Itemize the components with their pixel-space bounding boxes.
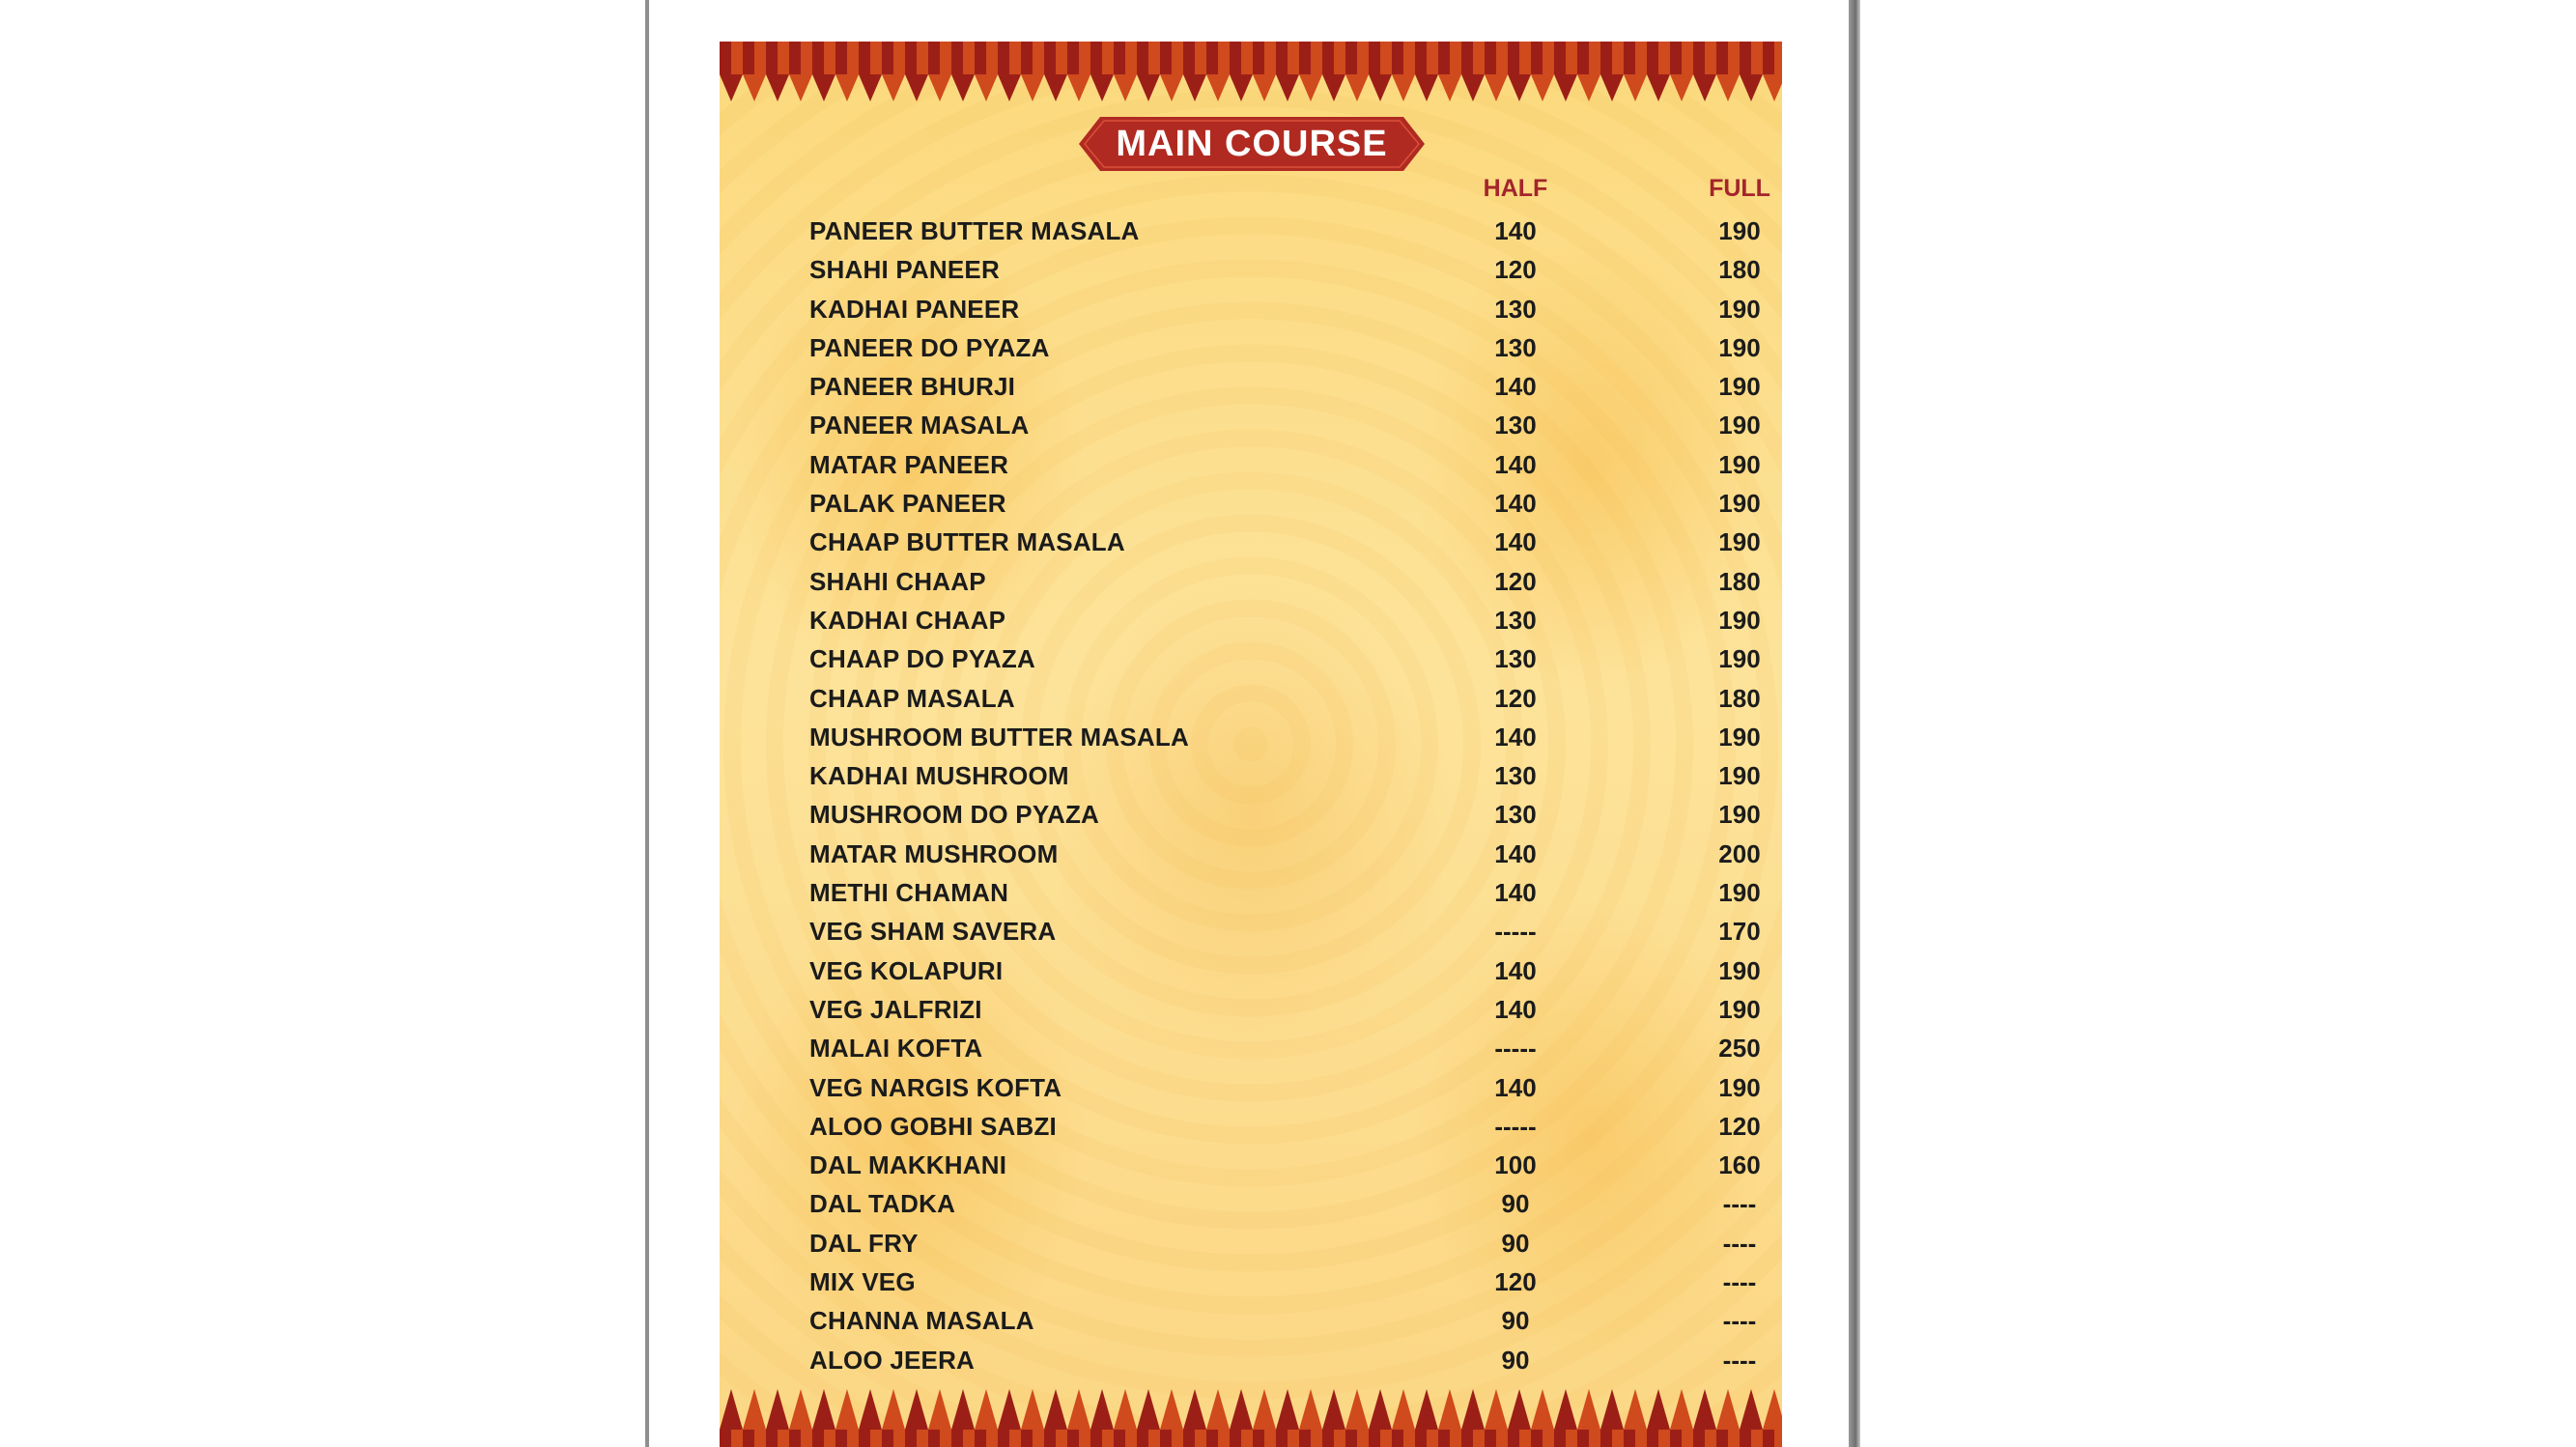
menu-item-name: KADHAI CHAAP — [809, 605, 1006, 635]
menu-item-name: MALAI KOFTA — [809, 1034, 983, 1064]
menu-item-price-full: 190 — [1718, 411, 1761, 440]
menu-item-price-full: 190 — [1718, 800, 1761, 830]
menu-item-price-full: 200 — [1718, 838, 1761, 868]
menu-item-price-half: ----- — [1494, 917, 1537, 947]
menu-item-price-full: ---- — [1722, 1345, 1757, 1375]
menu-item-row — [809, 601, 1761, 639]
menu-item-price-full: 190 — [1718, 216, 1761, 245]
menu-item-price-full: 170 — [1718, 917, 1761, 947]
menu-item-price-full: 190 — [1718, 955, 1761, 985]
menu-item-row — [809, 406, 1761, 444]
menu-item-row — [809, 873, 1761, 912]
menu-item-row — [809, 718, 1761, 756]
menu-item-price-half: 140 — [1494, 489, 1537, 519]
menu-item-name: PANEER MASALA — [809, 411, 1030, 440]
menu-item-row — [809, 679, 1761, 718]
menu-item-price-full: 160 — [1718, 1150, 1761, 1180]
menu-item-price-full: 190 — [1718, 294, 1761, 324]
menu-item-name: VEG NARGIS KOFTA — [809, 1072, 1062, 1102]
menu-item-row — [809, 756, 1761, 795]
menu-item-price-half: 90 — [1501, 1228, 1530, 1258]
menu-item-price-full: 180 — [1718, 255, 1761, 285]
menu-item-row — [809, 212, 1761, 250]
menu-item-row — [809, 795, 1761, 834]
menu-item-price-half: 130 — [1494, 332, 1537, 362]
menu-item-name: PANEER BUTTER MASALA — [809, 216, 1140, 245]
menu-item-price-half: 130 — [1494, 605, 1537, 635]
menu-item-price-half: 140 — [1494, 878, 1537, 908]
menu-item-price-half: 120 — [1494, 1267, 1537, 1297]
menu-item-name: CHAAP DO PYAZA — [809, 644, 1035, 674]
menu-item-price-half: 140 — [1494, 527, 1537, 557]
menu-item-row — [809, 912, 1761, 950]
menu-item-price-full: 190 — [1718, 878, 1761, 908]
menu-item-name: DAL MAKKHANI — [809, 1150, 1007, 1180]
menu-item-name: MIX VEG — [809, 1267, 916, 1297]
title-banner — [1079, 117, 1425, 171]
menu-item-price-half: 130 — [1494, 411, 1537, 440]
menu-item-price-full: 190 — [1718, 994, 1761, 1024]
menu-item-row — [809, 639, 1761, 678]
menu-item-price-full: 190 — [1718, 605, 1761, 635]
menu-item-price-half: 90 — [1501, 1306, 1530, 1336]
menu-item-price-half: 130 — [1494, 761, 1537, 791]
menu-item-price-full: 120 — [1718, 1111, 1761, 1141]
menu-item-name: KADHAI MUSHROOM — [809, 761, 1069, 791]
menu-item-name: VEG JALFRIZI — [809, 994, 982, 1024]
menu-item-name: VEG SHAM SAVERA — [809, 917, 1057, 947]
menu-item-price-half: 140 — [1494, 372, 1537, 402]
menu-item-price-half: 120 — [1494, 566, 1537, 596]
page-border-right — [1849, 0, 1860, 1447]
menu-item-name: PALAK PANEER — [809, 489, 1006, 519]
top-zigzag-border — [720, 42, 1782, 101]
menu-item-row — [809, 328, 1761, 367]
menu-item-price-half: 120 — [1494, 255, 1537, 285]
menu-item-price-full: 190 — [1718, 761, 1761, 791]
menu-item-price-full: 190 — [1718, 644, 1761, 674]
menu-item-name: SHAHI CHAAP — [809, 566, 986, 596]
menu-item-row — [809, 951, 1761, 990]
menu-item-name: PANEER DO PYAZA — [809, 332, 1050, 362]
menu-item-price-half: 140 — [1494, 838, 1537, 868]
menu-item-name: MUSHROOM BUTTER MASALA — [809, 722, 1189, 752]
menu-item-name: DAL FRY — [809, 1228, 919, 1258]
menu-item-price-half: 140 — [1494, 955, 1537, 985]
menu-item-row — [809, 445, 1761, 484]
menu-item-name: CHAAP MASALA — [809, 683, 1015, 713]
menu-item-row — [809, 523, 1761, 561]
menu-item-name: MATAR PANEER — [809, 449, 1009, 479]
menu-item-row — [809, 290, 1761, 328]
menu-item-row — [809, 1146, 1761, 1184]
menu-item-price-full: 250 — [1718, 1034, 1761, 1064]
menu-item-row — [809, 1107, 1761, 1146]
menu-item-name: MUSHROOM DO PYAZA — [809, 800, 1100, 830]
menu-item-row — [809, 1224, 1756, 1263]
menu-item-price-full: 190 — [1718, 332, 1761, 362]
menu-item-row — [809, 1263, 1756, 1301]
menu-item-price-full: 190 — [1718, 372, 1761, 402]
menu-item-row — [809, 250, 1761, 289]
menu-item-name: SHAHI PANEER — [809, 255, 1000, 285]
menu-item-row — [809, 1341, 1756, 1379]
menu-item-price-half: 140 — [1494, 722, 1537, 752]
menu-item-price-half: 140 — [1494, 994, 1537, 1024]
menu-item-price-half: 140 — [1494, 216, 1537, 245]
menu-item-price-half: ----- — [1494, 1034, 1537, 1064]
menu-item-price-half: 130 — [1494, 294, 1537, 324]
menu-item-price-full: 180 — [1718, 566, 1761, 596]
menu-item-row — [809, 1301, 1756, 1340]
menu-item-price-full: ---- — [1722, 1267, 1757, 1297]
menu-item-price-full: 190 — [1718, 527, 1761, 557]
menu-item-name: CHANNA MASALA — [809, 1306, 1034, 1336]
menu-item-price-half: 90 — [1501, 1345, 1530, 1375]
menu-item-price-half: 130 — [1494, 800, 1537, 830]
menu-item-row — [809, 1068, 1761, 1107]
menu-item-row — [809, 1029, 1761, 1067]
menu-item-row — [809, 367, 1761, 406]
menu-item-name: DAL TADKA — [809, 1189, 956, 1219]
menu-item-row — [809, 484, 1761, 523]
menu-item-price-full: 190 — [1718, 722, 1761, 752]
menu-card — [720, 42, 1782, 1447]
menu-item-name: CHAAP BUTTER MASALA — [809, 527, 1125, 557]
menu-item-name: ALOO GOBHI SABZI — [809, 1111, 1057, 1141]
menu-item-price-full: 190 — [1718, 1072, 1761, 1102]
column-header-full: FULL — [1709, 175, 1770, 202]
menu-item-price-full: ---- — [1722, 1228, 1757, 1258]
bottom-zigzag-border — [720, 1389, 1782, 1447]
menu-item-price-half: 140 — [1494, 1072, 1537, 1102]
menu-item-price-half: 90 — [1501, 1189, 1530, 1219]
menu-item-row — [809, 562, 1761, 601]
menu-item-row — [809, 1184, 1756, 1223]
menu-item-price-full: 190 — [1718, 449, 1761, 479]
menu-title: MAIN COURSE — [1116, 124, 1388, 164]
menu-item-price-half: ----- — [1494, 1111, 1537, 1141]
menu-item-price-full: ---- — [1722, 1189, 1757, 1219]
menu-item-price-half: 130 — [1494, 644, 1537, 674]
menu-item-name: METHI CHAMAN — [809, 878, 1009, 908]
menu-item-price-half: 100 — [1494, 1150, 1537, 1180]
menu-item-row — [809, 835, 1761, 873]
menu-item-list — [809, 212, 1761, 1379]
menu-item-price-half: 140 — [1494, 449, 1537, 479]
menu-item-name: KADHAI PANEER — [809, 294, 1020, 324]
menu-item-name: VEG KOLAPURI — [809, 955, 1004, 985]
menu-item-name: ALOO JEERA — [809, 1345, 976, 1375]
menu-item-name: MATAR MUSHROOM — [809, 838, 1059, 868]
column-header-half: HALF — [1483, 175, 1548, 202]
menu-item-name: PANEER BHURJI — [809, 372, 1016, 402]
menu-item-price-half: 120 — [1494, 683, 1537, 713]
menu-item-price-full: 180 — [1718, 683, 1761, 713]
menu-item-price-full: 190 — [1718, 489, 1761, 519]
menu-item-price-full: ---- — [1722, 1306, 1757, 1336]
menu-item-row — [809, 990, 1761, 1029]
